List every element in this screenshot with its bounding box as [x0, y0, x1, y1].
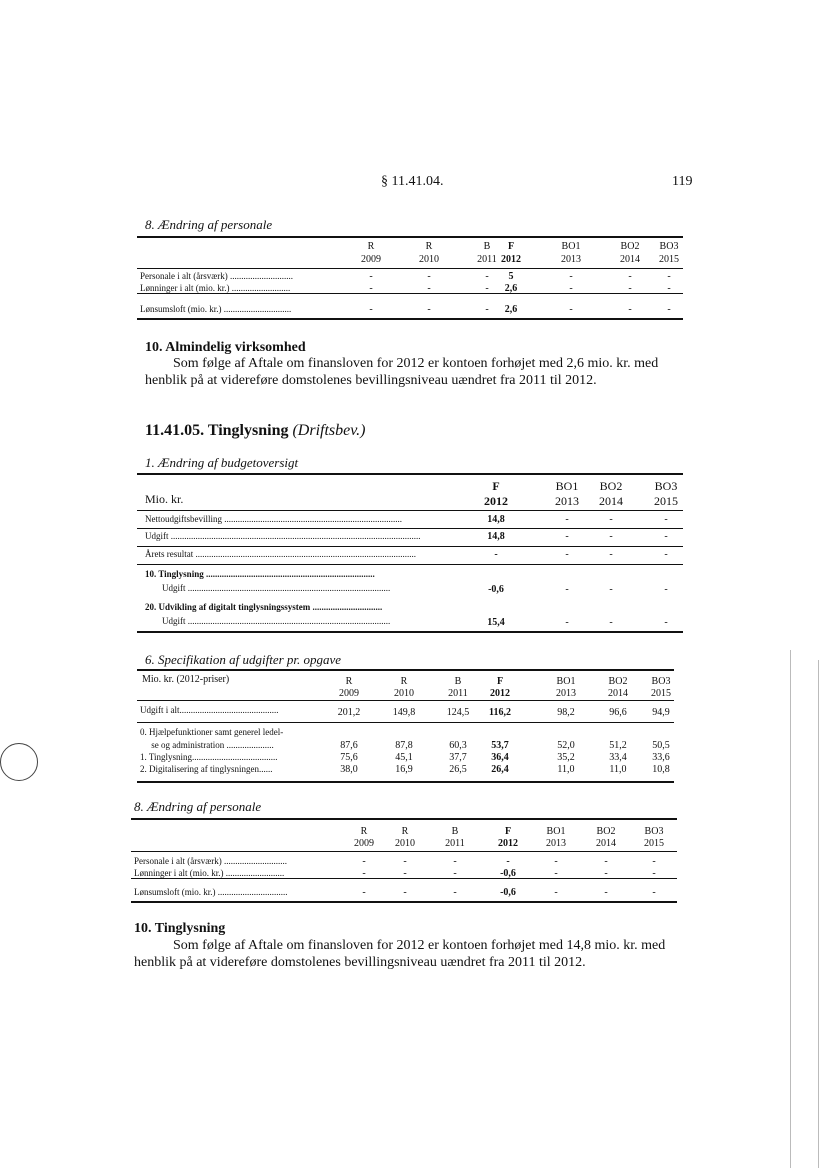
cell-value: -: [565, 549, 569, 560]
cell-value: 38,0: [340, 764, 358, 775]
cell-value: 26,4: [491, 764, 509, 775]
rule: [137, 318, 683, 320]
column-year: 2012: [484, 494, 508, 508]
cell-value: -: [628, 271, 632, 282]
cell-value: -: [565, 617, 569, 628]
column-code: R: [425, 241, 433, 252]
column-year: 2011: [445, 838, 465, 849]
cell-value: 116,2: [489, 707, 511, 718]
cell-value: 75,6: [340, 752, 358, 763]
cell-value: 14,8: [487, 531, 505, 542]
column-year: 2012: [490, 688, 510, 699]
cell-value: -: [609, 549, 613, 560]
cell-value: -: [569, 271, 573, 282]
cell-value: -: [494, 549, 498, 560]
cell-value: -: [485, 271, 489, 282]
section-title: 1. Ændring af budgetoversigt: [145, 455, 299, 470]
cell-value: -: [604, 868, 608, 879]
cell-value: -: [403, 887, 407, 898]
cell-value: 36,4: [491, 752, 509, 763]
column-year: 2012: [501, 254, 521, 265]
scan-edge-line: [818, 660, 819, 1168]
column-code: B: [454, 676, 462, 687]
cell-value: 2,6: [504, 304, 518, 315]
cell-value: -: [565, 531, 569, 542]
cell-value: -: [664, 584, 668, 595]
cell-value: -: [554, 887, 558, 898]
column-code: BO2: [620, 241, 640, 252]
cell-value: -0,6: [488, 584, 504, 595]
column-code: B: [483, 241, 491, 252]
cell-value: -: [362, 856, 366, 867]
column-year: 2014: [608, 688, 628, 699]
cell-value: -: [604, 887, 608, 898]
cell-value: 15,4: [487, 617, 505, 628]
column-year: 2013: [556, 688, 576, 699]
cell-value: 14,8: [487, 514, 505, 525]
cell-value: -: [569, 283, 573, 294]
column-year: 2014: [596, 838, 616, 849]
body-text: Som følge af Aftale om finansloven for 2012 er kontoen forhøjet med 2,6 mio. kr. med: [173, 356, 659, 371]
rule: [137, 236, 683, 238]
unit-label: Mio. kr.: [145, 492, 184, 506]
column-year: 2009: [361, 254, 381, 265]
section-heading: 10. Almindelig virksomhed: [145, 340, 306, 355]
row-label: Personale i alt (årsværk) ............................: [140, 271, 293, 281]
cell-value: -: [609, 584, 613, 595]
column-code: BO2: [599, 479, 623, 493]
column-code: BO3: [644, 826, 664, 837]
cell-value: -0,6: [500, 887, 516, 898]
cell-value: 53,7: [491, 740, 509, 751]
row-label: se og administration .....................: [140, 740, 274, 750]
column-year: 2009: [339, 688, 359, 699]
column-year: 2013: [555, 494, 579, 508]
rule: [137, 722, 674, 723]
column-code: R: [400, 676, 408, 687]
row-label: Lønsumsloft (mio. kr.) ..............................: [140, 304, 292, 314]
cell-value: -0,6: [500, 868, 516, 879]
unit-label: Mio. kr. (2012-priser): [142, 674, 230, 685]
paragraph-ref: § 11.41.04.: [381, 174, 444, 189]
cell-value: 149,8: [392, 707, 416, 718]
column-code: BO1: [546, 826, 566, 837]
cell-value: -: [667, 283, 671, 294]
row-label: Udgift ..........................................................................................: [162, 583, 391, 593]
scan-edge-line: [790, 650, 791, 1168]
column-code: B: [451, 826, 459, 837]
account-number-title: 11.41.05. Tinglysning: [145, 422, 289, 439]
cell-value: -: [403, 856, 407, 867]
column-code: R: [401, 826, 409, 837]
cell-value: -: [664, 549, 668, 560]
page-number: 119: [672, 174, 693, 189]
row-label: Udgift ...............................................................................................................: [145, 531, 421, 541]
cell-value: -: [369, 283, 373, 294]
row-label: Personale i alt (årsværk) ............................: [134, 856, 287, 866]
cell-value: 37,7: [449, 752, 467, 763]
cell-value: 5: [508, 271, 514, 282]
cell-value: -: [554, 868, 558, 879]
cell-value: 10,8: [652, 764, 670, 775]
cell-value: -: [664, 514, 668, 525]
row-label: 0. Hjælpefunktioner samt generel ledel-: [140, 727, 284, 737]
row-label: Nettoudgiftsbevilling ...............................................................................: [145, 514, 402, 524]
cell-value: -: [427, 304, 431, 315]
account-subtitle: (Driftsbev.): [292, 422, 366, 439]
account-title: [145, 422, 365, 440]
column-code: BO3: [651, 676, 671, 687]
column-code: BO3: [654, 479, 678, 493]
cell-value: -: [565, 584, 569, 595]
column-year: 2011: [477, 254, 497, 265]
sub-heading: 10. Tinglysning ...........................................................................: [145, 569, 375, 579]
cell-value: 33,4: [609, 752, 627, 763]
cell-value: 16,9: [395, 764, 413, 775]
cell-value: -: [652, 887, 656, 898]
section-title: 6. Specifikation af udgifter pr. opgave: [145, 652, 342, 667]
cell-value: -: [628, 304, 632, 315]
cell-value: -: [604, 856, 608, 867]
column-code: BO3: [659, 241, 679, 252]
column-year: 2010: [419, 254, 439, 265]
cell-value: -: [667, 271, 671, 282]
cell-value: -: [485, 304, 489, 315]
cell-value: 35,2: [557, 752, 575, 763]
cell-value: -: [506, 856, 510, 867]
cell-value: 124,5: [446, 707, 470, 718]
cell-value: 201,2: [337, 707, 361, 718]
rule: [137, 510, 683, 511]
cell-value: 26,5: [449, 764, 467, 775]
cell-value: -: [569, 304, 573, 315]
column-code: R: [345, 676, 353, 687]
cell-value: -: [652, 856, 656, 867]
rule: [131, 901, 677, 903]
rule: [137, 268, 683, 269]
rule: [137, 564, 683, 565]
rule: [137, 669, 674, 671]
section-heading: 10. Tinglysning: [134, 921, 226, 936]
row-label: Årets resultat ..................................................................................................: [145, 549, 416, 559]
column-code: BO1: [555, 479, 579, 493]
row-label: Lønsumsloft (mio. kr.) ...............................: [134, 887, 288, 897]
rule: [137, 528, 683, 529]
column-year: 2010: [395, 838, 415, 849]
cell-value: -: [609, 531, 613, 542]
rule: [137, 546, 683, 547]
body-text: henblik på at videreføre domstolenes bevillingsniveau uændret fra 2011 til 2012.: [145, 373, 597, 388]
cell-value: -: [453, 856, 457, 867]
cell-value: -: [453, 887, 457, 898]
cell-value: -: [453, 868, 457, 879]
rule: [137, 700, 674, 701]
column-code: F: [492, 479, 500, 493]
column-year: 2014: [620, 254, 640, 265]
column-code: F: [507, 241, 515, 252]
cell-value: -: [369, 271, 373, 282]
body-text: henblik på at videreføre domstolenes bevillingsniveau uændret fra 2011 til 2012.: [134, 955, 586, 970]
sub-heading: 20. Udvikling af digitalt tinglysningssystem ...............................: [145, 602, 383, 612]
column-year: 2010: [394, 688, 414, 699]
column-year: 2011: [448, 688, 468, 699]
cell-value: 2,6: [504, 283, 518, 294]
cell-value: -: [362, 887, 366, 898]
cell-value: -: [609, 617, 613, 628]
cell-value: -: [609, 514, 613, 525]
cell-value: 60,3: [449, 740, 467, 751]
column-code: R: [367, 241, 375, 252]
section-title: 8. Ændring af personale: [145, 217, 273, 232]
cell-value: -: [362, 868, 366, 879]
cell-value: 11,0: [557, 764, 575, 775]
cell-value: -: [667, 304, 671, 315]
cell-value: -: [664, 531, 668, 542]
column-year: 2015: [659, 254, 679, 265]
column-year: 2015: [654, 494, 678, 508]
cell-value: 11,0: [609, 764, 627, 775]
cell-value: -: [628, 283, 632, 294]
cell-value: 87,8: [395, 740, 413, 751]
column-code: F: [504, 826, 512, 837]
column-year: 2013: [561, 254, 581, 265]
cell-value: 98,2: [557, 707, 575, 718]
cell-value: 52,0: [557, 740, 575, 751]
column-year: 2009: [354, 838, 374, 849]
cell-value: 45,1: [395, 752, 413, 763]
cell-value: 96,6: [609, 707, 627, 718]
cell-value: 87,6: [340, 740, 358, 751]
column-code: BO2: [596, 826, 616, 837]
cell-value: -: [403, 868, 407, 879]
cell-value: -: [369, 304, 373, 315]
column-year: 2015: [644, 838, 664, 849]
cell-value: -: [427, 283, 431, 294]
cell-value: 51,2: [609, 740, 627, 751]
cell-value: -: [565, 514, 569, 525]
rule: [137, 781, 674, 783]
rule: [131, 851, 677, 852]
row-label: 2. Digitalisering af tinglysningen......: [140, 764, 273, 774]
cell-value: -: [664, 617, 668, 628]
column-year: 2013: [546, 838, 566, 849]
body-text: Som følge af Aftale om finansloven for 2012 er kontoen forhøjet med 14,8 mio. kr. med: [173, 938, 666, 953]
rule: [137, 473, 683, 475]
column-code: BO1: [556, 676, 576, 687]
cell-value: -: [554, 856, 558, 867]
column-year: 2015: [651, 688, 671, 699]
column-code: BO2: [608, 676, 628, 687]
row-label: 1. Tinglysning......................................: [140, 752, 278, 762]
punch-hole-mark: [0, 743, 38, 781]
cell-value: 94,9: [652, 707, 670, 718]
column-year: 2012: [498, 838, 518, 849]
cell-value: 33,6: [652, 752, 670, 763]
column-code: BO1: [561, 241, 581, 252]
rule: [137, 631, 683, 633]
cell-value: 50,5: [652, 740, 670, 751]
total-label: Udgift i alt............................................: [140, 705, 279, 715]
row-label: Lønninger i alt (mio. kr.) ..........................: [140, 283, 291, 293]
row-label: Lønninger i alt (mio. kr.) ..........................: [134, 868, 285, 878]
cell-value: -: [485, 283, 489, 294]
section-title: 8. Ændring af personale: [134, 799, 262, 814]
cell-value: -: [427, 271, 431, 282]
cell-value: -: [652, 868, 656, 879]
rule: [131, 818, 677, 820]
column-code: R: [360, 826, 368, 837]
column-code: F: [496, 676, 504, 687]
row-label: Udgift ..........................................................................................: [162, 616, 391, 626]
column-year: 2014: [599, 494, 623, 508]
